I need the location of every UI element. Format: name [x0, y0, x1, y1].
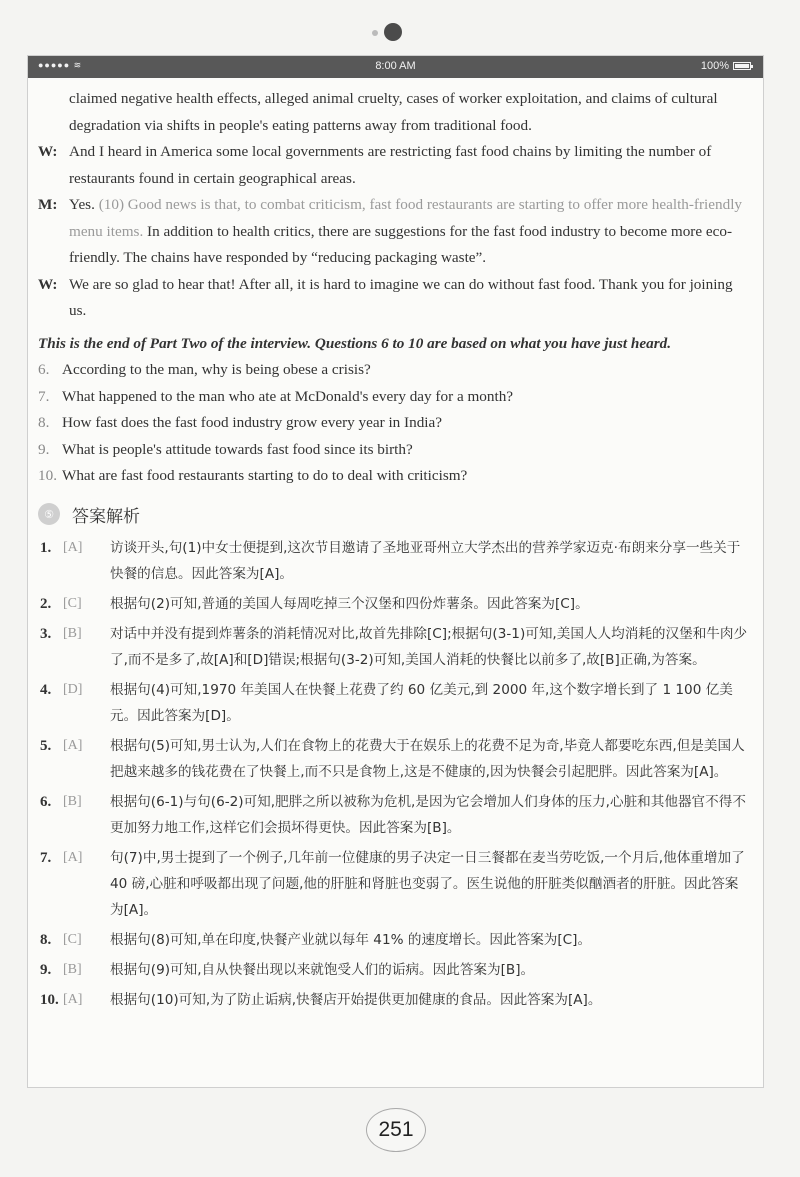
answers-title: 答案解析	[72, 506, 140, 527]
answer-letter: [A]	[63, 849, 83, 865]
answer-explanation: 根据句(2)可知,普通的美国人每周吃掉三个汉堡和四份炸薯条。因此答案为[C]。	[110, 595, 589, 612]
status-time: 8:00 AM	[375, 60, 416, 72]
answer-explanation: 对话中并没有提到炸薯条的消耗情况对比,故首先排除[C];根据句(3-1)可知,美国人人均消耗的汉堡和牛肉少了,而不是多了,故[A]和[D]错误;根据句(3-2)可知,美国人消耗的快餐比以前多了,故[B]正确,为答案。	[110, 625, 748, 668]
answer-explanation: 根据句(4)可知,1970 年美国人在快餐上花费了约 60 亿美元,到 2000 年,这个数字增长到了 1 100 亿美元。因此答案为[D]。	[110, 681, 733, 724]
dialogue-line	[38, 139, 748, 192]
battery-icon	[733, 62, 751, 70]
answer-letter: [C]	[63, 595, 82, 611]
answer-letter: [A]	[63, 991, 83, 1007]
answers-header	[38, 502, 748, 527]
answer-item	[38, 957, 748, 983]
battery-percent: 100%	[700, 60, 729, 72]
answer-letter: [B]	[63, 625, 82, 641]
answer-number: 8.	[40, 931, 52, 948]
answer-explanation: 根据句(8)可知,单在印度,快餐产业就以每年 41% 的速度增长。因此答案为[C]。	[110, 931, 592, 948]
question-item	[38, 384, 748, 411]
answer-explanation: 根据句(9)可知,自从快餐出现以来就饱受人们的诟病。因此答案为[B]。	[110, 961, 535, 978]
answer-item	[38, 927, 748, 953]
answer-number: 1.	[40, 539, 52, 556]
question-item	[38, 410, 748, 437]
dialogue-line	[38, 192, 748, 272]
question-list	[38, 357, 748, 490]
answer-explanation: 句(7)中,男士提到了一个例子,几年前一位健康的男子决定一日三餐都在麦当劳吃饭,一个月后,他体重增加了 40 磅,心脏和呼吸都出现了问题,他的肝脏和肾脏也变弱了。医生说他的肝脏类似酗酒者的肝脏。因此答案为[A]。	[110, 849, 745, 918]
battery-status	[701, 60, 751, 72]
answer-number: 9.	[40, 961, 52, 978]
dialogue-text: Yes.	[69, 196, 99, 213]
answer-number: 2.	[40, 595, 52, 612]
answer-letter: [B]	[63, 793, 82, 809]
answer-letter: [B]	[63, 961, 82, 977]
answer-item	[38, 789, 748, 841]
answer-list	[38, 535, 748, 1013]
question-item	[38, 437, 748, 464]
answer-explanation: 访谈开头,句(1)中女士便提到,这次节目邀请了圣地亚哥州立大学杰出的营养学家迈克·布朗来分享一些关于快餐的信息。因此答案为[A]。	[110, 539, 741, 582]
question-text: What is people's attitude towards fast food since its birth?	[62, 440, 413, 458]
end-of-part-note: This is the end of Part Two of the interview. Questions 6 to 10 are based on what you have just heard.	[38, 334, 671, 352]
answer-item	[38, 845, 748, 923]
answer-number: 3.	[40, 625, 52, 642]
question-item	[38, 463, 748, 490]
answer-section-icon: ⑤	[38, 503, 60, 525]
dialogue-text: (10) Good news is that, to combat criticism, fast food restaurants are starting to offer more health-friendly menu items.	[69, 196, 743, 240]
answer-item	[38, 733, 748, 785]
question-number: 10.	[38, 467, 57, 484]
answer-letter: [C]	[63, 931, 82, 947]
speaker-label: M:	[38, 196, 58, 213]
page-content	[38, 86, 748, 1017]
answer-number: 10.	[40, 991, 59, 1008]
question-text: How fast does the fast food industry grow every year in India?	[62, 414, 442, 431]
answer-explanation: 根据句(10)可知,为了防止诟病,快餐店开始提供更加健康的食品。因此答案为[A]。	[110, 991, 602, 1008]
answer-explanation: 根据句(5)可知,男士认为,人们在食物上的花费大于在娱乐上的花费不足为奇,毕竟人都要吃东西,但是美国人把越来越多的钱花费在了快餐上,而不只是食物上,这是不健康的,因为快餐会引起肥胖。因此答案为[A]。	[110, 737, 745, 780]
status-bar	[28, 56, 763, 78]
speaker-label: W:	[38, 143, 58, 160]
page-number: 251	[366, 1108, 426, 1152]
answer-number: 7.	[40, 849, 52, 866]
answer-letter: [A]	[63, 737, 83, 753]
answer-item	[38, 535, 748, 587]
tablet-screen	[27, 55, 764, 1088]
answer-item	[38, 591, 748, 617]
answer-letter: [D]	[63, 681, 83, 697]
dialogue-line	[38, 272, 748, 325]
question-text: According to the man, why is being obese a crisis?	[62, 361, 371, 378]
question-number: 7.	[38, 387, 50, 405]
signal-wifi-icon: ●●●●● ≋	[38, 60, 83, 70]
question-number: 8.	[38, 414, 50, 431]
question-item	[38, 357, 748, 384]
dialogue-text: In addition to health critics, there are suggestions for the fast food industry to become more eco-friendly. The chains have responded by “reducing packaging waste”.	[69, 222, 733, 266]
sensor-dot	[372, 30, 378, 36]
dialogue-text: claimed negative health effects, alleged animal cruelty, cases of worker exploitation, and claims of cultural degradation via shifts in people's eating patterns away from traditional food.	[69, 90, 718, 134]
answer-explanation: 根据句(6-1)与句(6-2)可知,肥胖之所以被称为危机,是因为它会增加人们身体的压力,心脏和其他器官不得不更加努力地工作,这样它们会损坏得更快。因此答案为[B]。	[110, 793, 746, 836]
question-number: 6.	[38, 361, 50, 378]
answer-item	[38, 987, 748, 1013]
answer-item	[38, 621, 748, 673]
dialogue-text: We are so glad to hear that! After all, it is hard to imagine we can do without fast food. Thank you for joining us.	[69, 275, 733, 319]
answer-letter: [A]	[63, 539, 83, 555]
answer-number: 4.	[40, 681, 52, 698]
camera-lens	[384, 23, 402, 41]
answer-item	[38, 677, 748, 729]
question-text: What happened to the man who ate at McDonald's every day for a month?	[62, 387, 514, 405]
answer-number: 5.	[40, 737, 52, 754]
dialogue-line	[38, 86, 748, 139]
dialogue-transcript	[38, 86, 748, 325]
question-text: What are fast food restaurants starting to do to deal with criticism?	[62, 467, 468, 484]
question-number: 9.	[38, 440, 50, 458]
dialogue-text: And I heard in America some local governments are restricting fast food chains by limiting the number of restaurants found in certain geographical areas.	[69, 143, 712, 187]
answer-number: 6.	[40, 793, 52, 810]
speaker-label: W:	[38, 275, 58, 293]
